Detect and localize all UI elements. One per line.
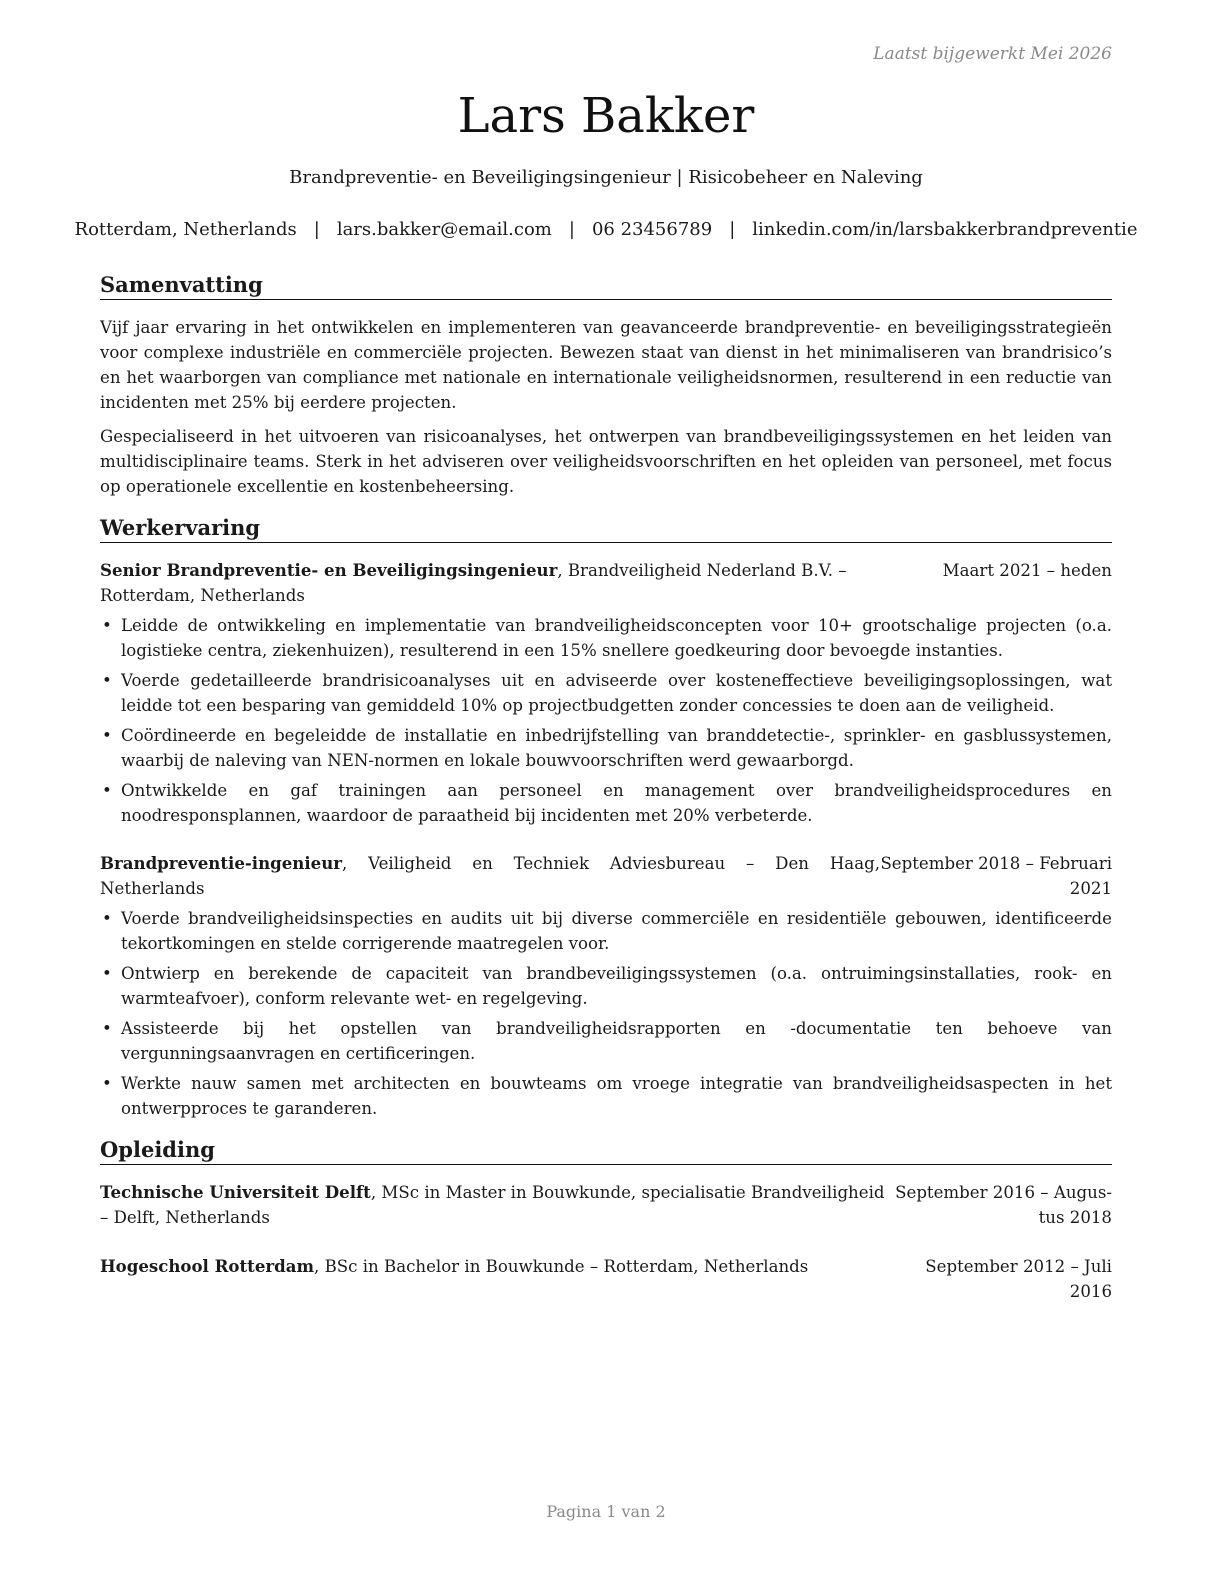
section-title-education: Opleiding xyxy=(100,1137,1112,1165)
education-school: Technische Universiteit Delft xyxy=(100,1182,371,1202)
job-role: Senior Brandpreventie- en Beveiligingsingenieur xyxy=(100,560,558,580)
section-title-experience: Werkervaring xyxy=(100,515,1112,543)
education-dates: September 2012 – Juli xyxy=(925,1257,1112,1276)
list-item: • Coördineerde en begeleidde de installatie en inbedrijfstelling van branddetectie-, sprinkler- en gasblussystemen, waarbij de naleving van NEN-normen en lokale bouwvoorschriften werd gewaarborgd. xyxy=(100,723,1112,773)
summary-paragraph: Vijf jaar ervaring in het ontwikkelen en implementeren van geavanceerde brandpreventie- en beveiligingsstrategieën voor complexe industriële en commerciële projecten. Bewezen staat van dienst in het minimaliseren van brandrisico’s en het waarborgen van compliance met nationale en internationale veiligheidsnormen, resulterend in een reductie van incidenten met 25% bij eerdere projecten. xyxy=(100,318,1112,412)
education-dates: 2016 xyxy=(1069,1282,1112,1301)
list-item: • Leidde de ontwikkeling en implementatie van brandveiligheidsconcepten voor 10+ grootschalige projecten (o.a. logistieke centra, ziekenhuizen), resulterend in een 15% snellere goedkeuring door bevoegde instanties. xyxy=(100,613,1112,663)
job-org: , Veiligheid en Techniek Adviesbureau – Den Haag, Netherlands xyxy=(100,854,880,898)
contact-line xyxy=(74,219,1138,240)
job-role: Brandpreventie-ingenieur xyxy=(100,853,343,873)
contact-email[interactable]: lars.bakker@email.com xyxy=(336,219,552,240)
candidate-name: Lars Bakker xyxy=(457,88,755,144)
list-item: • Ontwierp en berekende de capaciteit van brandbeveiligingssystemen (o.a. ontruimingsinstallaties, rook- en warmteafvoer), conform relevante wet- en regelgeving. xyxy=(100,961,1112,1011)
job-bullets xyxy=(100,906,1112,1126)
contact-separator: | xyxy=(729,219,736,240)
job-org: , Brandveiligheid Nederland B.V. – xyxy=(557,561,847,580)
list-item: • Ontwikkelde en gaf trainingen aan personeel en management over brandveiligheidsprocedures en noodresponsplannen, waardoor de paraatheid bij incidenten met 20% verbeterde. xyxy=(100,778,1112,828)
summary-paragraph: Gespecialiseerd in het uitvoeren van risicoanalyses, het ontwerpen van brandbeveiligingssystemen en het leiden van multidisciplinaire teams. Sterk in het adviseren over veiligheidsvoorschriften en het opleiden van personeel, met focus op operationele excellentie en kostenbeheersing. xyxy=(100,427,1112,496)
education-item xyxy=(100,1254,1112,1304)
contact-separator: | xyxy=(568,219,575,240)
education-item xyxy=(100,1180,1112,1230)
education-dates: September 2016 – Augus- xyxy=(895,1183,1112,1202)
contact-phone[interactable]: 06 23456789 xyxy=(591,219,713,240)
last-updated-note: Laatst bijgewerkt Mei 2026 xyxy=(873,44,1112,64)
job-location: Rotterdam, Netherlands xyxy=(100,586,305,605)
list-item: • Voerde gedetailleerde brandrisicoanalyses uit en adviseerde over kosteneffectieve beveiligingsoplossingen, wat leidde tot een besparing van gemiddeld 10% op projectbudgetten zonder concessies te doen aan de veiligheid. xyxy=(100,668,1112,718)
list-item: • Voerde brandveiligheidsinspecties en audits uit bij diverse commerciële en residentiële gebouwen, identificeerde tekortkomingen en stelde corrigerende maatregelen voor. xyxy=(100,906,1112,956)
education-dates: tus 2018 xyxy=(1038,1208,1112,1227)
contact-linkedin[interactable]: linkedin.com/in/larsbakkerbrandpreventie xyxy=(752,219,1138,240)
job-dates: September 2018 – Februari xyxy=(880,854,1112,873)
education-degree: , BSc in Bachelor in Bouwkunde – Rotterdam, Netherlands xyxy=(314,1257,809,1276)
page-number: Pagina 1 van 2 xyxy=(546,1502,666,1521)
education-location: – Delft, Netherlands xyxy=(100,1208,270,1227)
job-bullets xyxy=(100,613,1112,833)
contact-separator: | xyxy=(313,219,320,240)
section-title-summary: Samenvatting xyxy=(100,272,1112,300)
job-dates: 2021 xyxy=(1069,879,1112,898)
headline: Brandpreventie- en Beveiligingsingenieur | Risicobeheer en Naleving xyxy=(289,167,923,188)
education-degree: , MSc in Master in Bouwkunde, specialisatie Brandveiligheid xyxy=(370,1183,885,1202)
list-item: • Assisteerde bij het opstellen van brandveiligheidsrapporten en -documentatie ten behoeve van vergunningsaanvragen en certificeringen. xyxy=(100,1016,1112,1066)
job-dates: Maart 2021 – heden xyxy=(942,561,1112,580)
list-item: • Werkte nauw samen met architecten en bouwteams om vroege integratie van brandveiligheidsaspecten in het ontwerpproces te garanderen. xyxy=(100,1071,1112,1121)
education-school: Hogeschool Rotterdam xyxy=(100,1256,315,1276)
job-header xyxy=(100,558,1112,608)
contact-location: Rotterdam, Netherlands xyxy=(74,219,297,240)
job-header xyxy=(100,851,1112,901)
